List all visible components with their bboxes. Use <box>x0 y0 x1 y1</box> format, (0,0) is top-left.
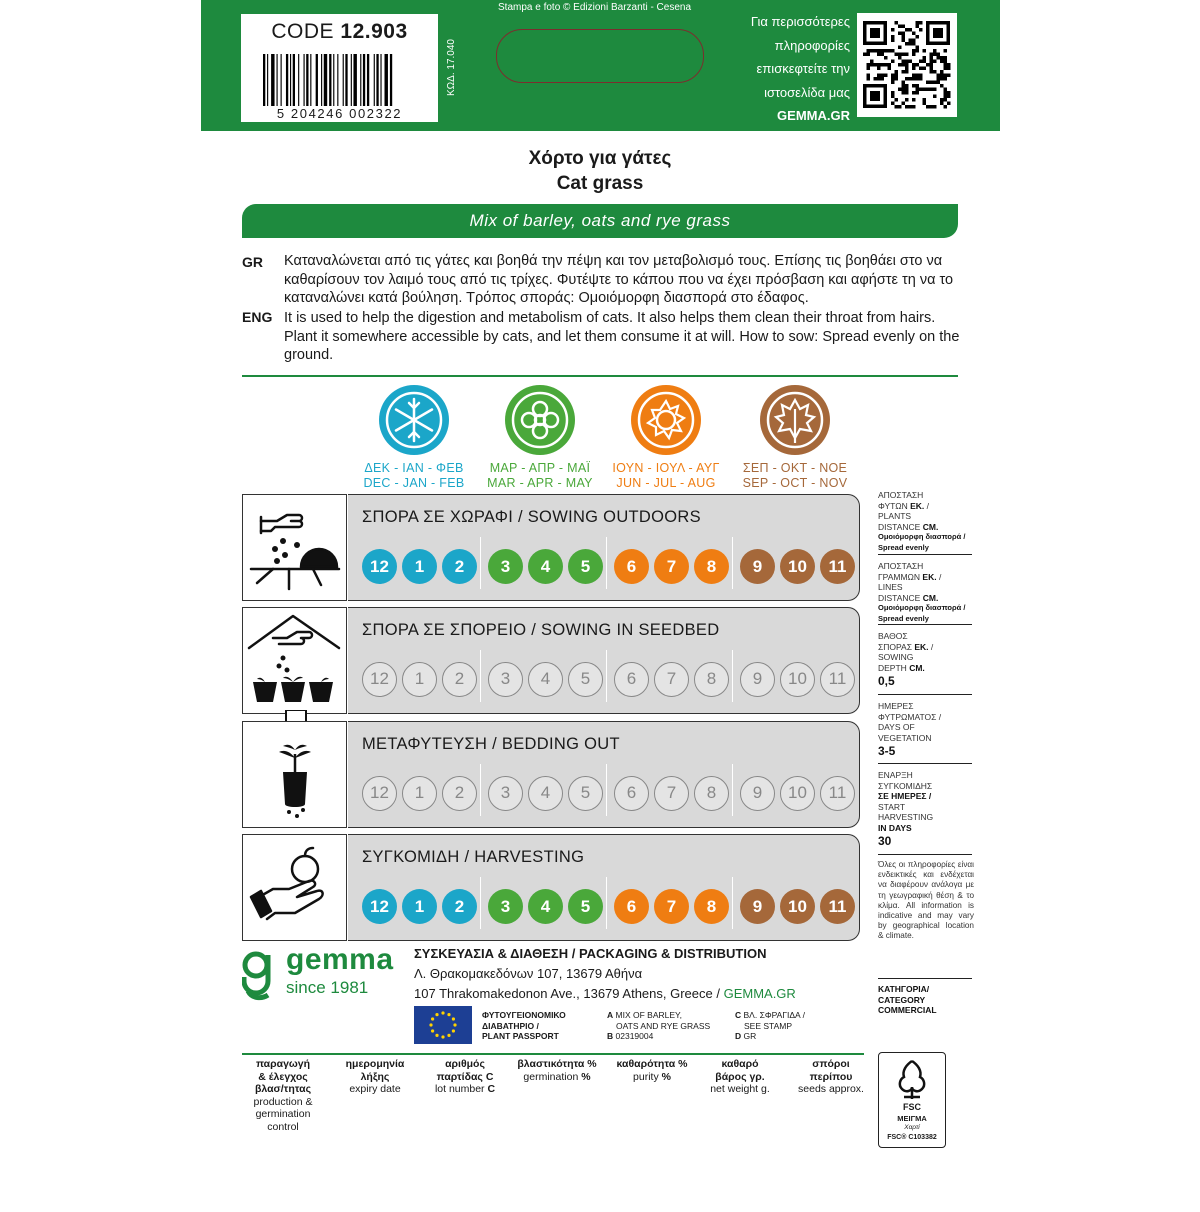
bedding-out-icon <box>242 721 347 828</box>
month-circle: 9 <box>740 776 775 811</box>
season-winter <box>344 385 484 491</box>
bedding-out-panel <box>348 721 860 828</box>
fsc-tree-icon <box>890 1057 934 1101</box>
passport-field-d: D GR <box>735 1031 757 1041</box>
month-circle: 7 <box>654 662 689 697</box>
season-separator <box>732 650 733 702</box>
month-circles <box>356 549 856 587</box>
month-circle: 6 <box>614 889 649 924</box>
month-circles <box>356 662 856 700</box>
sowing-seedbed-icon <box>242 607 347 714</box>
month-circle: 1 <box>402 776 437 811</box>
season-gr-label: ΙΟΥΝ - ΙΟΥΛ - ΑΥΓ <box>612 461 720 475</box>
sidebar-divider <box>878 554 972 555</box>
gemma-wordmark: gemma <box>286 943 394 976</box>
season-separator <box>606 764 607 816</box>
row-sowing-seedbed <box>242 607 860 714</box>
print-credit: Stampa e foto © Edizioni Barzanti - Cesena <box>498 2 692 13</box>
harvest-start-block: ΕΝΑΡΞΗ ΣΥΓΚΟΜΙΔΗΣ ΣΕ ΗΜΕΡΕΣ / START HARVESTING IN DAYS 30 <box>878 770 934 848</box>
month-circle: 9 <box>740 549 775 584</box>
month-circle: 1 <box>402 549 437 584</box>
germination-column: βλαστικότητα % germination % <box>517 1058 597 1083</box>
month-circle: 2 <box>442 662 477 697</box>
leaf-icon <box>760 385 830 455</box>
month-circle: 2 <box>442 549 477 584</box>
footer-website-link[interactable]: GEMMA.GR <box>723 986 796 1001</box>
month-circle: 6 <box>614 662 649 697</box>
month-circle: 8 <box>694 776 729 811</box>
season-separator <box>606 877 607 929</box>
month-circle: 12 <box>362 776 397 811</box>
lot-column: αριθμός παρτίδας C lot number C <box>434 1058 496 1095</box>
month-circle: 5 <box>568 662 603 697</box>
month-circle: 5 <box>568 549 603 584</box>
address-greek: Λ. Θρακομακεδόνων 107, 13679 Αθήνα <box>414 966 643 981</box>
month-circle: 5 <box>568 889 603 924</box>
season-summer <box>596 385 736 491</box>
month-circles <box>356 776 856 814</box>
month-circle: 2 <box>442 889 477 924</box>
month-circle: 5 <box>568 776 603 811</box>
row-sowing-outdoors <box>242 494 860 601</box>
month-circle: 8 <box>694 549 729 584</box>
month-circle: 9 <box>740 889 775 924</box>
barcode-box <box>241 14 438 122</box>
month-circle: 3 <box>488 549 523 584</box>
month-circle: 7 <box>654 889 689 924</box>
month-circle: 1 <box>402 662 437 697</box>
gemma-logo <box>242 945 402 1003</box>
month-circle: 4 <box>528 889 563 924</box>
snowflake-icon <box>379 385 449 455</box>
month-circle: 8 <box>694 889 729 924</box>
row-title: ΜΕΤΑΦΥΤΕΥΣΗ / BEDDING OUT <box>362 735 620 753</box>
gemma-g-icon <box>242 949 272 1003</box>
month-circle: 4 <box>528 776 563 811</box>
website-link[interactable]: GEMMA.GR <box>777 108 850 123</box>
lang-gr-label: GR <box>242 254 263 270</box>
vegetation-block: ΗΜΕΡΕΣ ΦΥΤΡΩΜΑΤΟΣ / DAYS OF VEGETATION 3-5 <box>878 701 942 758</box>
fsc-mix: ΜΕΙΓΜΑ <box>897 1114 927 1123</box>
month-circle: 4 <box>528 549 563 584</box>
kod-code: ΚΩΔ. 17.040 <box>446 39 457 96</box>
expiry-column: ημερομηνία λήξης expiry date <box>345 1058 405 1095</box>
sidebar-divider <box>878 763 972 764</box>
month-circle: 4 <box>528 662 563 697</box>
month-circle: 10 <box>780 776 815 811</box>
row-title: ΣΠΟΡΑ ΣΕ ΣΠΟΡΕΙΟ / SOWING IN SEEDBED <box>362 621 720 639</box>
month-circle: 11 <box>820 776 855 811</box>
month-circle: 7 <box>654 776 689 811</box>
sidebar-divider <box>878 978 972 979</box>
line-distance-block: ΑΠΟΣΤΑΣΗ ΓΡΑΜΜΩΝ ΕΚ. / LINES DISTANCE CM. Ομοιόμορφη διασπορά / Spread evenly <box>878 561 966 623</box>
hang-hole-outline <box>496 29 704 83</box>
season-separator <box>480 537 481 589</box>
passport-field-c: C ΒΛ. ΣΦΡΑΓΙΔΑ / SEE STAMP <box>735 1010 805 1031</box>
qr-code-icon[interactable] <box>857 13 957 117</box>
plant-passport <box>414 1006 834 1044</box>
passport-field-b: B 02319004 <box>607 1031 654 1041</box>
title-greek: Χόρτο για γάτες <box>528 148 672 169</box>
row-harvesting <box>242 834 860 941</box>
divider <box>242 375 958 377</box>
season-autumn <box>725 385 865 491</box>
sidebar-divider <box>878 854 972 855</box>
harvesting-panel <box>348 834 860 941</box>
fsc-code: FSC® C103382 <box>887 1134 937 1141</box>
purity-column: καθαρότητα % purity % <box>616 1058 688 1083</box>
month-circle: 10 <box>780 662 815 697</box>
more-info-text: Για περισσότερες πληροφορίες επισκεφτείτε την ιστοσελίδα μας GEMMA.GR <box>730 10 850 128</box>
row-bedding-out <box>242 721 860 828</box>
month-circle: 9 <box>740 662 775 697</box>
month-circle: 10 <box>780 549 815 584</box>
season-en-label: SEP - OCT - NOV <box>742 476 848 490</box>
month-circle: 11 <box>820 549 855 584</box>
packaging-title: ΣΥΣΚΕΥΑΣΙΑ & ΔΙΑΘΕΣΗ / PACKAGING & DISTRIBUTION <box>414 946 767 961</box>
month-circle: 1 <box>402 889 437 924</box>
month-circle: 12 <box>362 889 397 924</box>
sidebar-divider <box>878 694 972 695</box>
month-circle: 2 <box>442 776 477 811</box>
month-circle: 12 <box>362 662 397 697</box>
fsc-label: FSC <box>903 1102 921 1112</box>
mix-text: Mix of barley, oats and rye grass <box>469 211 731 230</box>
sowing-seedbed-panel <box>348 607 860 714</box>
season-gr-label: ΜΑΡ - ΑΠΡ - ΜΑΪ <box>489 461 591 475</box>
season-separator <box>606 537 607 589</box>
description-greek: Καταναλώνεται από τις γάτες και βοηθά την πέψη και τον μεταβολισμό τους. Επίσης τις βοηθάει στο να καθαρίσουν τον λαιμό τους από τις τρίχες. Φυτέψτε το κάπου που να έχει πρόσβαση και αφήστε τη να το καταναλώνει κατά βούληση. Τρόπος σποράς: Ομοιόμορφη διασπορά στο έδαφος. <box>284 253 954 306</box>
season-gr-label: ΣΕΠ - ΟΚΤ - ΝΟΕ <box>742 461 848 475</box>
since-text: since 1981 <box>286 978 369 997</box>
title-english: Cat grass <box>556 173 644 194</box>
season-separator <box>732 877 733 929</box>
month-circle: 6 <box>614 776 649 811</box>
barcode-icon <box>263 54 429 106</box>
sun-icon <box>631 385 701 455</box>
sowing-outdoors-icon <box>242 494 347 601</box>
month-circle: 6 <box>614 549 649 584</box>
passport-field-a: A MIX OF BARLEY, OATS AND RYE GRASS <box>607 1010 711 1031</box>
season-en-label: DEC - JAN - FEB <box>363 476 465 490</box>
barcode-digits: 5 204246 002322 <box>276 106 403 121</box>
row-title: ΣΠΟΡΑ ΣΕ ΧΩΡΑΦΙ / SOWING OUTDOORS <box>362 508 701 526</box>
season-separator <box>606 650 607 702</box>
season-en-label: JUN - JUL - AUG <box>616 476 716 490</box>
month-circles <box>356 889 856 927</box>
season-separator <box>480 764 481 816</box>
plant-distance-block: ΑΠΟΣΤΑΣΗ ΦΥΤΩΝ ΕΚ. / PLANTS DISTANCE CM. Ομοιόμορφη διασπορά / Spread evenly <box>878 490 966 552</box>
net-weight-column: καθαρό βάρος γρ. net weight g. <box>710 1058 770 1095</box>
passport-label: ΦΥΤΟΥΓΕΙΟΝΟΜΙΚΟ ΔΙΑΒΑΤΗΡΙΟ / PLANT PASSPORT <box>482 1010 566 1041</box>
lang-en-label: ENG <box>242 309 273 325</box>
address-english: 107 Thrakomakedonon Ave., 13679 Athens, Greece / GEMMA.GR <box>414 986 796 1001</box>
row-title: ΣΥΓΚΟΜΙΔΗ / HARVESTING <box>362 848 585 866</box>
month-circle: 3 <box>488 662 523 697</box>
disclaimer: Όλες οι πληροφορίες είναι ενδεικτικές και ενδέχεται να διαφέρουν ανάλογα με τη γεωγραφική θέση & το κλίμα. All information is indicative and may vary by geographical location & climate. <box>878 860 974 941</box>
month-circle: 10 <box>780 889 815 924</box>
eu-flag-icon <box>414 1006 472 1044</box>
bottom-divider <box>242 1053 864 1055</box>
season-separator <box>480 877 481 929</box>
sidebar-divider <box>878 624 972 625</box>
flower-icon <box>505 385 575 455</box>
depth-block: ΒΑΘΟΣ ΣΠΟΡΑΣ ΕΚ. / SOWING DEPTH CM. 0,5 <box>878 631 934 688</box>
mix-banner <box>242 204 958 238</box>
sowing-outdoors-panel <box>348 494 860 601</box>
production-column: παραγωγή & έλεγχος βλασ/τητας production & germination control <box>253 1058 313 1133</box>
season-separator <box>732 764 733 816</box>
description-english: It is used to help the digestion and metabolism of cats. It also helps them clean their throat from hairs. Plant it somewhere accessible by cats, and let them consume it at will. How to sow: Spread evenly on the ground. <box>284 310 960 363</box>
product-code: CODE 12.903 <box>271 20 408 43</box>
month-circle: 3 <box>488 889 523 924</box>
season-separator <box>732 537 733 589</box>
month-circle: 3 <box>488 776 523 811</box>
month-circle: 11 <box>820 662 855 697</box>
season-en-label: MAR - APR - MAY <box>487 476 593 490</box>
category-block: ΚΑΤΗΓΟΡΙΑ/ CATEGORY COMMERCIAL <box>878 984 937 1015</box>
month-circle: 11 <box>820 889 855 924</box>
header-band <box>201 0 1000 131</box>
season-separator <box>480 650 481 702</box>
seeds-column: σπόροι περίπου seeds approx. <box>798 1058 864 1095</box>
month-circle: 8 <box>694 662 729 697</box>
season-gr-label: ΔΕΚ - ΙΑΝ - ΦΕΒ <box>364 461 464 475</box>
harvesting-icon <box>242 834 347 941</box>
month-circle: 7 <box>654 549 689 584</box>
fsc-paper: Χαρτί <box>904 1124 920 1131</box>
season-spring <box>470 385 610 491</box>
month-circle: 12 <box>362 549 397 584</box>
fsc-logo <box>878 1052 946 1148</box>
